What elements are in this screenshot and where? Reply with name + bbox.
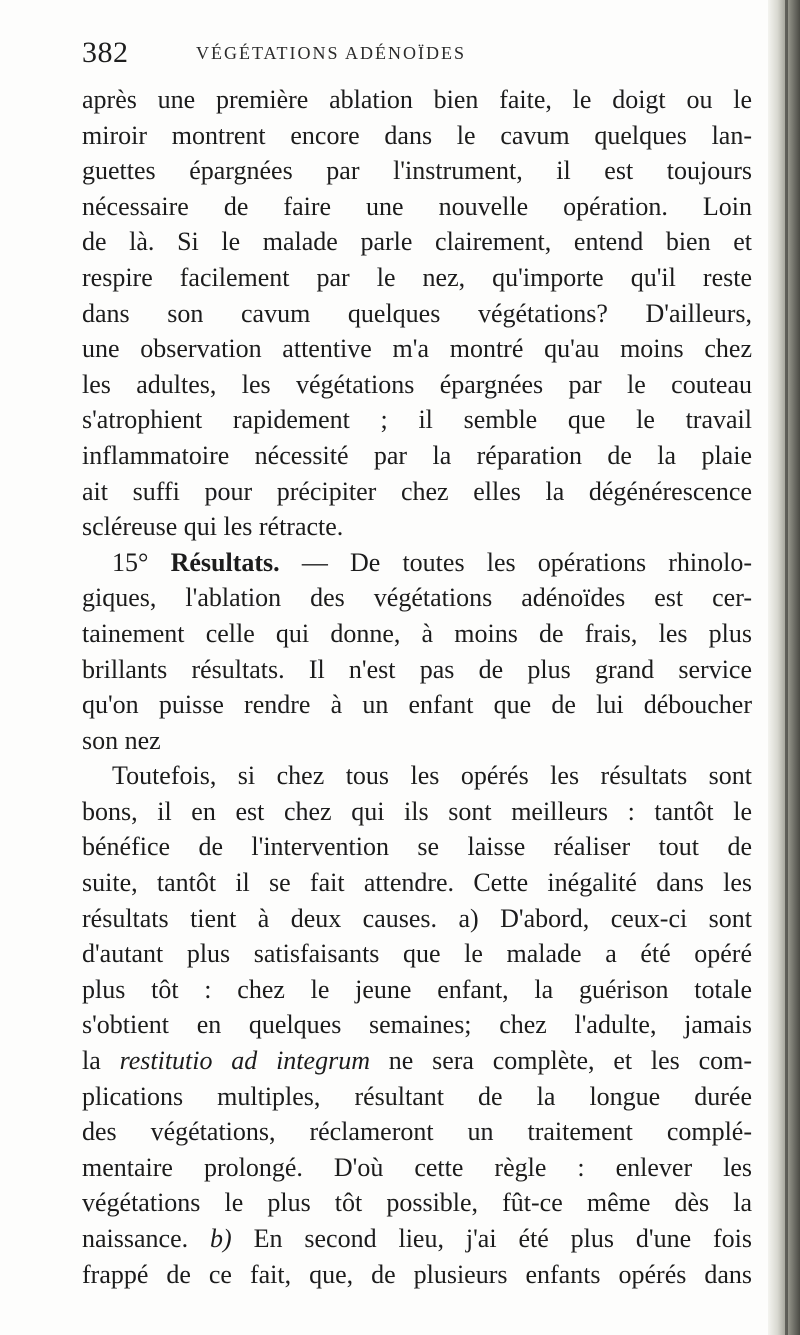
text-line: après une première ablation bien faite, le doigt ou le bbox=[82, 85, 752, 114]
running-head: VÉGÉTATIONS ADÉNOÏDES bbox=[196, 43, 467, 63]
text-line: les adultes, les végétations épargnées par le couteau bbox=[82, 369, 752, 399]
text-line bbox=[82, 1043, 752, 1079]
book-spine-shadow bbox=[768, 0, 800, 1335]
latin-phrase: restitutio ad integrum bbox=[119, 1046, 370, 1076]
text-line: plications multiples, résultant de la longue durée bbox=[82, 1081, 752, 1111]
text-line: des végétations, réclameront un traitement complé- bbox=[82, 1117, 752, 1147]
text-line: végétations le plus tôt possible, fût-ce même dès la bbox=[82, 1188, 752, 1218]
page-number: 382 bbox=[82, 36, 129, 69]
text-line: scléreuse qui les rétracte. bbox=[82, 512, 344, 542]
text-line: mentaire prolongé. D'où cette règle : enlever les bbox=[82, 1152, 752, 1182]
text-line: respire facilement par le nez, qu'importe qu'il reste bbox=[82, 262, 752, 292]
text-line: s'obtient en quelques semaines; chez l'adulte, jamais bbox=[82, 1010, 752, 1040]
section-heading: Résultats. bbox=[170, 547, 280, 577]
text-line: inflammatoire nécessité par la réparation de la plaie bbox=[82, 440, 752, 470]
text-line: Toutefois, si chez tous les opérés les résultats sont bbox=[112, 761, 752, 791]
text-run: En second lieu, j'ai été plus d'une fois bbox=[253, 1224, 753, 1253]
text-line: plus tôt : chez le jeune enfant, la guérison totale bbox=[82, 974, 752, 1004]
text-line: miroir montrent encore dans le cavum quelques lan- bbox=[82, 120, 752, 150]
text-line: giques, l'ablation des végétations adénoïdes est cer- bbox=[82, 583, 752, 613]
text-run: ne sera complète, et les com- bbox=[388, 1046, 752, 1076]
section-number: 15° bbox=[112, 547, 149, 577]
list-marker: b) bbox=[210, 1224, 232, 1253]
text-line: résultats tient à deux causes. a) D'abord, ceux-ci sont bbox=[82, 903, 752, 933]
text-line: de là. Si le malade parle clairement, entend bien et bbox=[82, 227, 752, 257]
text-line: suite, tantôt il se fait attendre. Cette inégalité dans les bbox=[82, 868, 752, 898]
text-line: ait suffi pour précipiter chez elles la dégénérescence bbox=[82, 476, 752, 506]
text-line: s'atrophient rapidement ; il semble que le travail bbox=[82, 405, 752, 435]
text-line: d'autant plus satisfaisants que le malade a été opéré bbox=[82, 939, 752, 969]
text-line: qu'on puisse rendre à un enfant que de lui déboucher bbox=[82, 690, 752, 720]
text-line: bénéfice de l'intervention se laisse réaliser tout de bbox=[82, 832, 752, 862]
text-line: frappé de ce fait, que, de plusieurs enfants opérés dans bbox=[82, 1259, 752, 1289]
text-line: nécessaire de faire une nouvelle opération. Loin bbox=[82, 191, 752, 221]
text-run: naissance. bbox=[82, 1224, 189, 1253]
text-line: brillants résultats. Il n'est pas de plus grand service bbox=[82, 654, 752, 684]
text-line: une observation attentive m'a montré qu'au moins chez bbox=[82, 334, 752, 364]
text-line bbox=[82, 1221, 752, 1257]
page-edge-line bbox=[785, 0, 788, 1335]
text-run: la bbox=[82, 1046, 101, 1076]
section-first-line: — De toutes les opérations rhinolo- bbox=[301, 547, 753, 577]
text-line: dans son cavum quelques végétations? D'ailleurs, bbox=[82, 298, 752, 328]
body-text bbox=[82, 82, 752, 1292]
text-line: tainement celle qui donne, à moins de frais, les plus bbox=[82, 618, 752, 648]
text-line: son nez bbox=[82, 725, 161, 755]
page-header bbox=[82, 36, 742, 76]
text-line: bons, il en est chez qui ils sont meilleurs : tantôt le bbox=[82, 796, 752, 826]
section-heading-line bbox=[82, 545, 752, 581]
text-line: guettes épargnées par l'instrument, il est toujours bbox=[82, 156, 752, 186]
